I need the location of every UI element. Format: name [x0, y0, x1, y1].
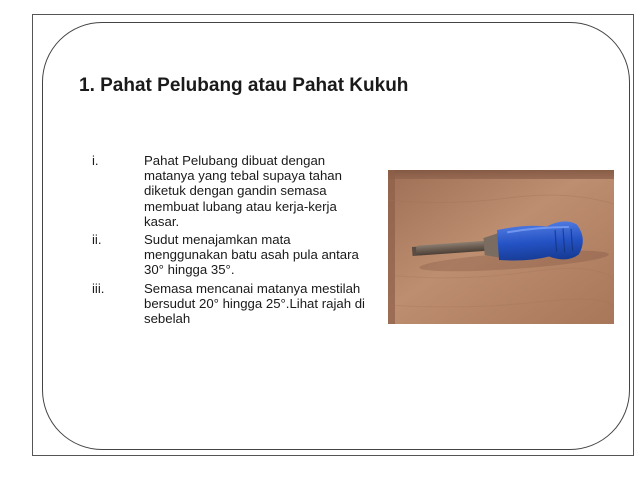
list-item [92, 281, 382, 327]
wood-edge-left [388, 170, 395, 324]
list-marker: i. [92, 153, 99, 168]
list-item-text: Semasa mencanai matanya mestilah bersudut 20° hingga 25°.Lihat rajah di sebelah [144, 280, 365, 327]
list-item-text: Pahat Pelubang dibuat dengan matanya yang tebal supaya tahan diketuk dengan gandin semasa membuat lubang atau kerja-kerja kasar. [144, 153, 342, 229]
list-item [92, 153, 382, 229]
list-marker: ii. [92, 232, 102, 248]
slide-title: 1. Pahat Pelubang atau Pahat Kukuh [79, 75, 409, 96]
list-item [92, 232, 382, 278]
wood-edge-top [388, 170, 614, 179]
bullet-list [92, 153, 382, 329]
list-marker: iii. [92, 280, 105, 296]
chisel-photo [388, 170, 614, 324]
list-item-text: Sudut menajamkan mata menggunakan batu asah pula antara 30° hingga 35°. [144, 232, 359, 278]
